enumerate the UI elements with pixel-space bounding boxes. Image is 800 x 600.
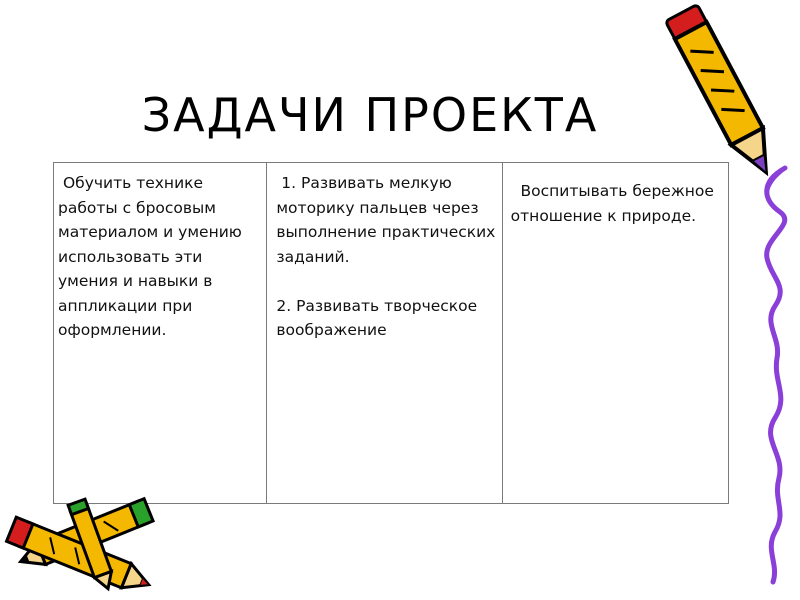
table-cell-2: 1. Развивать мелкую моторику пальцев через выполнение практических заданий. 2. Развивать творческое воображение — [267, 163, 502, 503]
squiggle-line — [745, 160, 800, 590]
tasks-table — [53, 162, 729, 504]
table-cell-1: Обучить технике работы с бросовым материалом и умению использовать эти умения и навыки в аппликации при оформлении. — [54, 163, 267, 503]
crayons-icon — [0, 482, 170, 600]
table-cell-3: Воспитывать бережное отношение к природе. — [510, 182, 719, 225]
slide-title: ЗАДАЧИ ПРОЕКТА — [141, 88, 599, 142]
